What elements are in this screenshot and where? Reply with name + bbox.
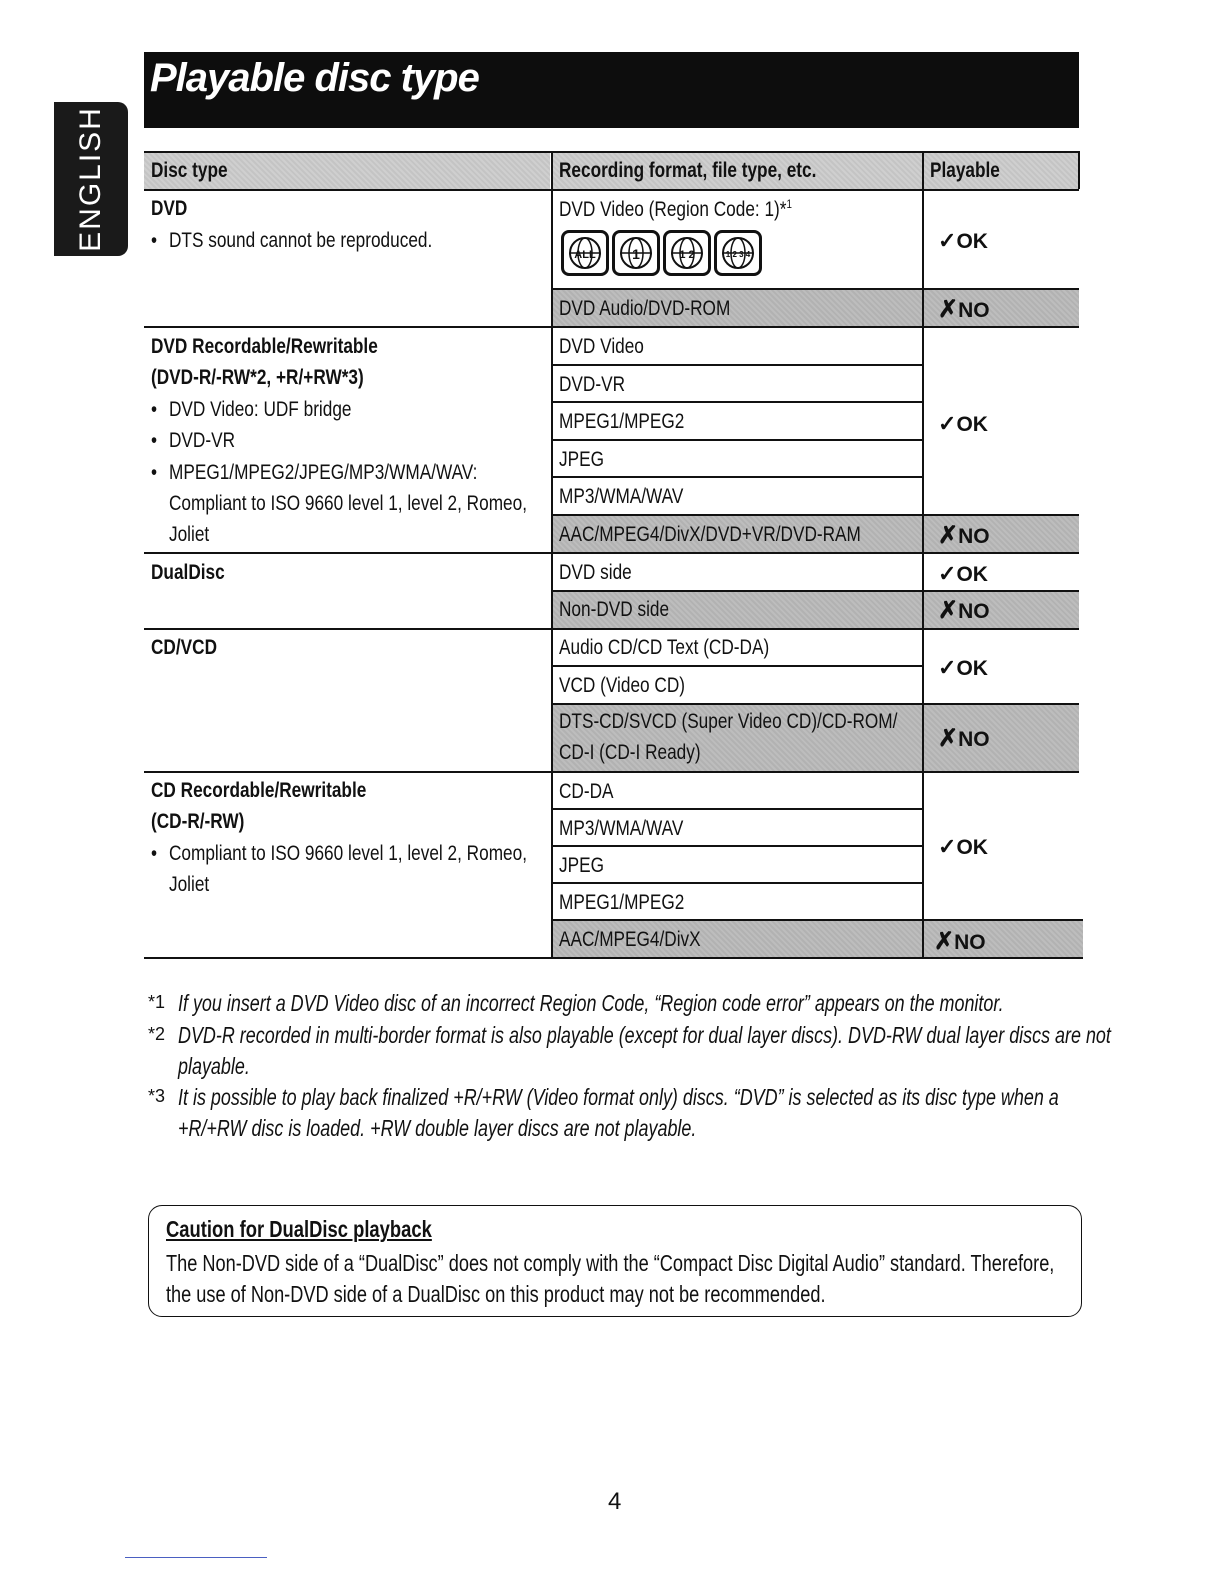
page-title: Playable disc type: [150, 56, 479, 100]
format-item: Audio CD/CD Text (CD-DA): [559, 636, 770, 659]
format-item: MP3/WMA/WAV: [559, 817, 684, 840]
disc-cd-rec-bullet-cont: Joliet: [169, 873, 210, 896]
playable-no: ✗NO: [938, 725, 990, 752]
format-item: JPEG: [559, 854, 604, 877]
language-tab-label: ENGLISH: [74, 106, 107, 252]
caution-title: Caution for DualDisc playback: [166, 1216, 432, 1242]
disc-dvd-rec-bullet-cont: Compliant to ISO 9660 level 1, level 2, Romeo,: [169, 492, 527, 515]
disc-dualdisc-title: DualDisc: [151, 561, 225, 584]
footnote-text: DVD-R recorded in multi-border format is also playable (except for dual layer discs). DVD-RW dual layer discs are not: [178, 1022, 1111, 1048]
disc-cd-rec-subtitle: (CD-R/-RW): [151, 810, 245, 833]
format-item: AAC/MPEG4/DivX/DVD+VR/DVD-RAM: [559, 523, 861, 546]
region-all-icon: [561, 230, 609, 276]
format-dvd-video: DVD Video (Region Code: 1)*$^1$: [559, 197, 792, 221]
footnote-text: +R/+RW disc is loaded. +RW double layer discs are not playable.: [178, 1115, 697, 1141]
playable-ok: ✓OK: [938, 655, 988, 680]
disc-dvd-title: DVD: [151, 197, 188, 220]
footnote-text: If you insert a DVD Video disc of an incorrect Region Code, “Region code error” appears on the monitor.: [178, 990, 1004, 1016]
footnote-text: It is possible to play back finalized +R/+RW (Video format only) discs. “DVD” is selected as its disc type when a: [178, 1084, 1059, 1110]
region-1-2-icon: [663, 230, 711, 276]
format-item: VCD (Video CD): [559, 674, 685, 697]
format-item: Non-DVD side: [559, 598, 670, 621]
disc-cd-rec-bullet: Compliant to ISO 9660 level 1, level 2, Romeo,: [169, 842, 527, 865]
header-disc-type-label: Disc type: [151, 159, 228, 182]
playable-ok: ✓OK: [938, 228, 988, 253]
svg-text:ALL: ALL: [574, 249, 596, 261]
format-item: DVD-VR: [559, 373, 626, 396]
format-item: CD-DA: [559, 780, 614, 803]
format-item: AAC/MPEG4/DivX: [559, 928, 701, 951]
playable-ok: ✓OK: [938, 411, 988, 436]
page-number: 4: [608, 1488, 622, 1515]
svg-text:1: 1: [632, 246, 640, 262]
format-item: MP3/WMA/WAV: [559, 485, 684, 508]
disc-dvd-rec-subtitle: (DVD-R/-RW*2, +R/+RW*3): [151, 366, 364, 389]
bottom-rule: [125, 1557, 267, 1558]
footnote-mark: *1: [148, 992, 166, 1012]
format-item: DTS-CD/SVCD (Super Video CD)/CD-ROM/: [559, 710, 898, 733]
footnote-mark: *3: [148, 1086, 166, 1106]
format-item: DVD side: [559, 561, 632, 584]
playable-no: ✗NO: [934, 928, 986, 955]
disc-dvd-rec-bullet: MPEG1/MPEG2/JPEG/MP3/WMA/WAV:: [169, 461, 478, 484]
disc-dvd-bullet-dot: •: [151, 229, 158, 252]
disc-cdvcd-title: CD/VCD: [151, 636, 218, 659]
playable-no: ✗NO: [938, 597, 990, 624]
header-format-label: Recording format, file type, etc.: [559, 159, 817, 182]
disc-type-table: Disc type Recording format, file type, etc. Playable DVD • DTS sound cannot be reproduced. DVD Video (Region Code: 1)*$^1$ ALL 1 1 2 1 2 3 4 DVD Audio/DVD-ROM ✓OK ✗NO DVD Recordable/Rewritable (DVD-R/-RW*2, +R/+RW*3) • DVD Video: UDF bridge • DVD-VR • MPEG1/MPEG2/JPEG/MP3/WMA/WAV: Compliant to ISO 9660 level 1, level 2, Romeo, Joliet DVD Video DVD-VR MPEG1/MPEG2 JPEG MP3/WMA/WAV AAC/MPEG4/DivX/DVD+VR/DVD-RAM ✓OK ✗NO DualDisc DVD side Non-DVD side ✓OK ✗NO CD/VCD Audio CD/CD Text (CD-DA) VCD (Video CD) DTS-CD/SVCD (Super Video CD)/CD-ROM/ CD-I (CD-I Ready) ✓OK ✗NO CD Recordable/Rewritable (CD-R/-RW) • Compliant to ISO 9660 level 1, level 2, Romeo, Joliet CD-DA MP3/WMA/WAV JPEG MPEG1/MPEG2 AAC/MPEG4/DivX ✓OK ✗NO: [0, 0, 1224, 1000]
caution-text: the use of Non-DVD side of a DualDisc on this product may not be recommended.: [166, 1281, 826, 1307]
disc-cd-rec-title: CD Recordable/Rewritable: [151, 779, 367, 802]
disc-dvd-rec-bullet: DVD Video: UDF bridge: [169, 398, 352, 421]
playable-ok: ✓OK: [938, 834, 988, 859]
format-dvd-audio-rom: DVD Audio/DVD-ROM: [559, 297, 731, 320]
playable-no: ✗NO: [938, 296, 990, 323]
format-item: DVD Video: [559, 335, 644, 358]
disc-dvd-bullet: DTS sound cannot be reproduced.: [169, 229, 433, 252]
format-item: MPEG1/MPEG2: [559, 410, 685, 433]
format-item: JPEG: [559, 448, 604, 471]
playable-ok: ✓OK: [938, 561, 988, 586]
format-item: CD-I (CD-I Ready): [559, 741, 701, 764]
caution-text: The Non-DVD side of a “DualDisc” does not comply with the “Compact Disc Digital Audio” standard. Therefore,: [166, 1250, 1055, 1276]
footnote-mark: *2: [148, 1024, 166, 1044]
format-item: MPEG1/MPEG2: [559, 891, 685, 914]
header-playable-label: Playable: [930, 159, 1000, 182]
svg-text:1 2: 1 2: [679, 249, 695, 261]
playable-no: ✗NO: [938, 522, 990, 549]
svg-text:1 2 3 4: 1 2 3 4: [725, 250, 751, 259]
region-1-2-3-4-icon: [714, 230, 762, 276]
disc-dvd-rec-bullet: DVD-VR: [169, 429, 236, 452]
disc-dvd-rec-bullet-cont: Joliet: [169, 523, 210, 546]
region-1-icon: [612, 230, 660, 276]
footnote-text: playable.: [178, 1053, 250, 1079]
disc-dvd-rec-title: DVD Recordable/Rewritable: [151, 335, 378, 358]
region-code-icons: [561, 230, 762, 276]
